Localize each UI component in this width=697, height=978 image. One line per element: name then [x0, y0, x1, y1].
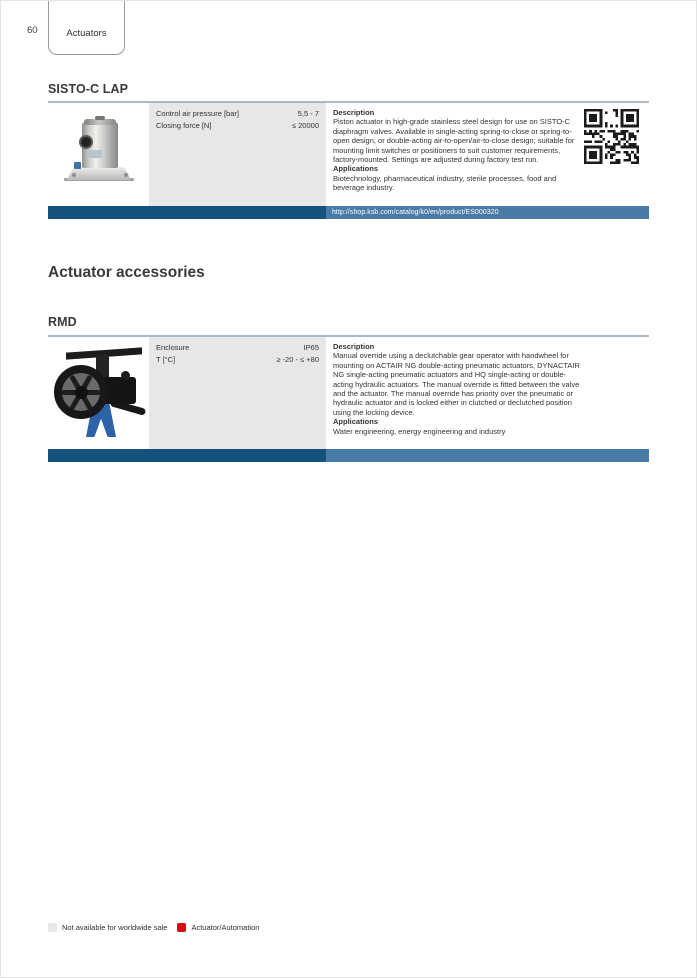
product-image-rmd — [48, 337, 149, 449]
worldwide-sale-swatch-icon — [48, 923, 57, 932]
qr-code — [584, 109, 639, 164]
tab-actuators[interactable] — [48, 0, 125, 55]
section-title-sisto-c-lap: SISTO-C LAP — [48, 82, 129, 96]
spec-label: Control air pressure [bar] — [156, 109, 239, 118]
link-bar-dark-segment — [48, 206, 326, 219]
description-heading: Description — [333, 342, 375, 351]
description-text: Piston actuator in high-grade stainless steel design for use on SISTO-C diaphragm valves. Available in single-acting spring-to-close or spring-to-open design, or double-acting air-to-open/air-to-close design; suitable for mounting limit switches or positioners to suit customer requirements, factory-mounted. Settings are adjusted during factory test run. — [333, 117, 575, 165]
tab-label: Actuators — [66, 27, 107, 39]
product-image-sisto-c-lap — [48, 103, 149, 206]
applications-heading: Applications — [333, 417, 379, 427]
sisto-actuator-illustration — [60, 105, 140, 185]
handwheel-icon — [54, 365, 108, 419]
description-cell-rmd — [326, 337, 584, 449]
legend-label-worldwide: Not available for worldwide sale — [62, 923, 168, 932]
spec-value: 5,5 - 7 — [297, 109, 319, 118]
section-title-rmd: RMD — [48, 315, 77, 329]
section-title-actuator-accessories: Actuator accessories — [48, 264, 205, 281]
footer-legend — [48, 923, 259, 932]
spec-table-sisto — [149, 103, 326, 206]
spec-table-rmd — [149, 337, 326, 449]
product-link-bar — [48, 206, 649, 219]
spec-row — [156, 120, 319, 132]
applications-text: Biotechnology, pharmaceutical industry, sterile processes, food and beverage industry. — [333, 173, 557, 193]
spec-value: ≤ 20000 — [291, 120, 319, 130]
page-number: 60 — [27, 25, 38, 36]
actuator-automation-swatch-icon — [177, 923, 186, 932]
spec-row — [156, 342, 319, 354]
rmd-override-illustration — [52, 341, 146, 441]
product-block-sisto-c-lap — [48, 101, 649, 219]
spec-row — [156, 354, 319, 366]
description-cell-sisto — [326, 103, 584, 206]
product-block-rmd — [48, 335, 649, 462]
spec-label: Enclosure — [156, 343, 190, 352]
air-port-icon — [79, 135, 93, 149]
spec-label: Closing force [N] — [156, 120, 212, 130]
link-bar-light-segment — [326, 206, 649, 219]
applications-text: Water engineering, energy engineering and industry — [333, 426, 506, 436]
product-link[interactable]: http://shop.ksb.com/catalog/k0/en/product/ES000320 — [332, 209, 499, 216]
link-bar-light-segment — [326, 449, 649, 462]
spec-row — [156, 108, 319, 120]
spec-value: IP65 — [303, 343, 319, 352]
spec-value: ≥ -20 - ≤ +80 — [276, 354, 319, 364]
description-text: Manual override using a declutchable gear operator with handwheel for mounting on ACTAIR NG double-acting pneumatic actuators, DYNACTAIR NG single-acting pneumatic actuators and HQ single-acting or double-acting hydraulic actuators. The manual override is fitted between the valve and the actuator. The manual override has priority over the pneumatic or hydraulic actuator and is locked either in clutched or declutched position using the locking device. — [333, 351, 580, 417]
applications-heading: Applications — [333, 164, 379, 174]
legend-label-actuator-automation: Actuator/Automation — [191, 923, 260, 932]
link-bar-dark-segment — [48, 449, 326, 462]
description-heading: Description — [333, 108, 375, 117]
product-link-bar — [48, 449, 649, 462]
spec-label: T [°C] — [156, 354, 176, 364]
